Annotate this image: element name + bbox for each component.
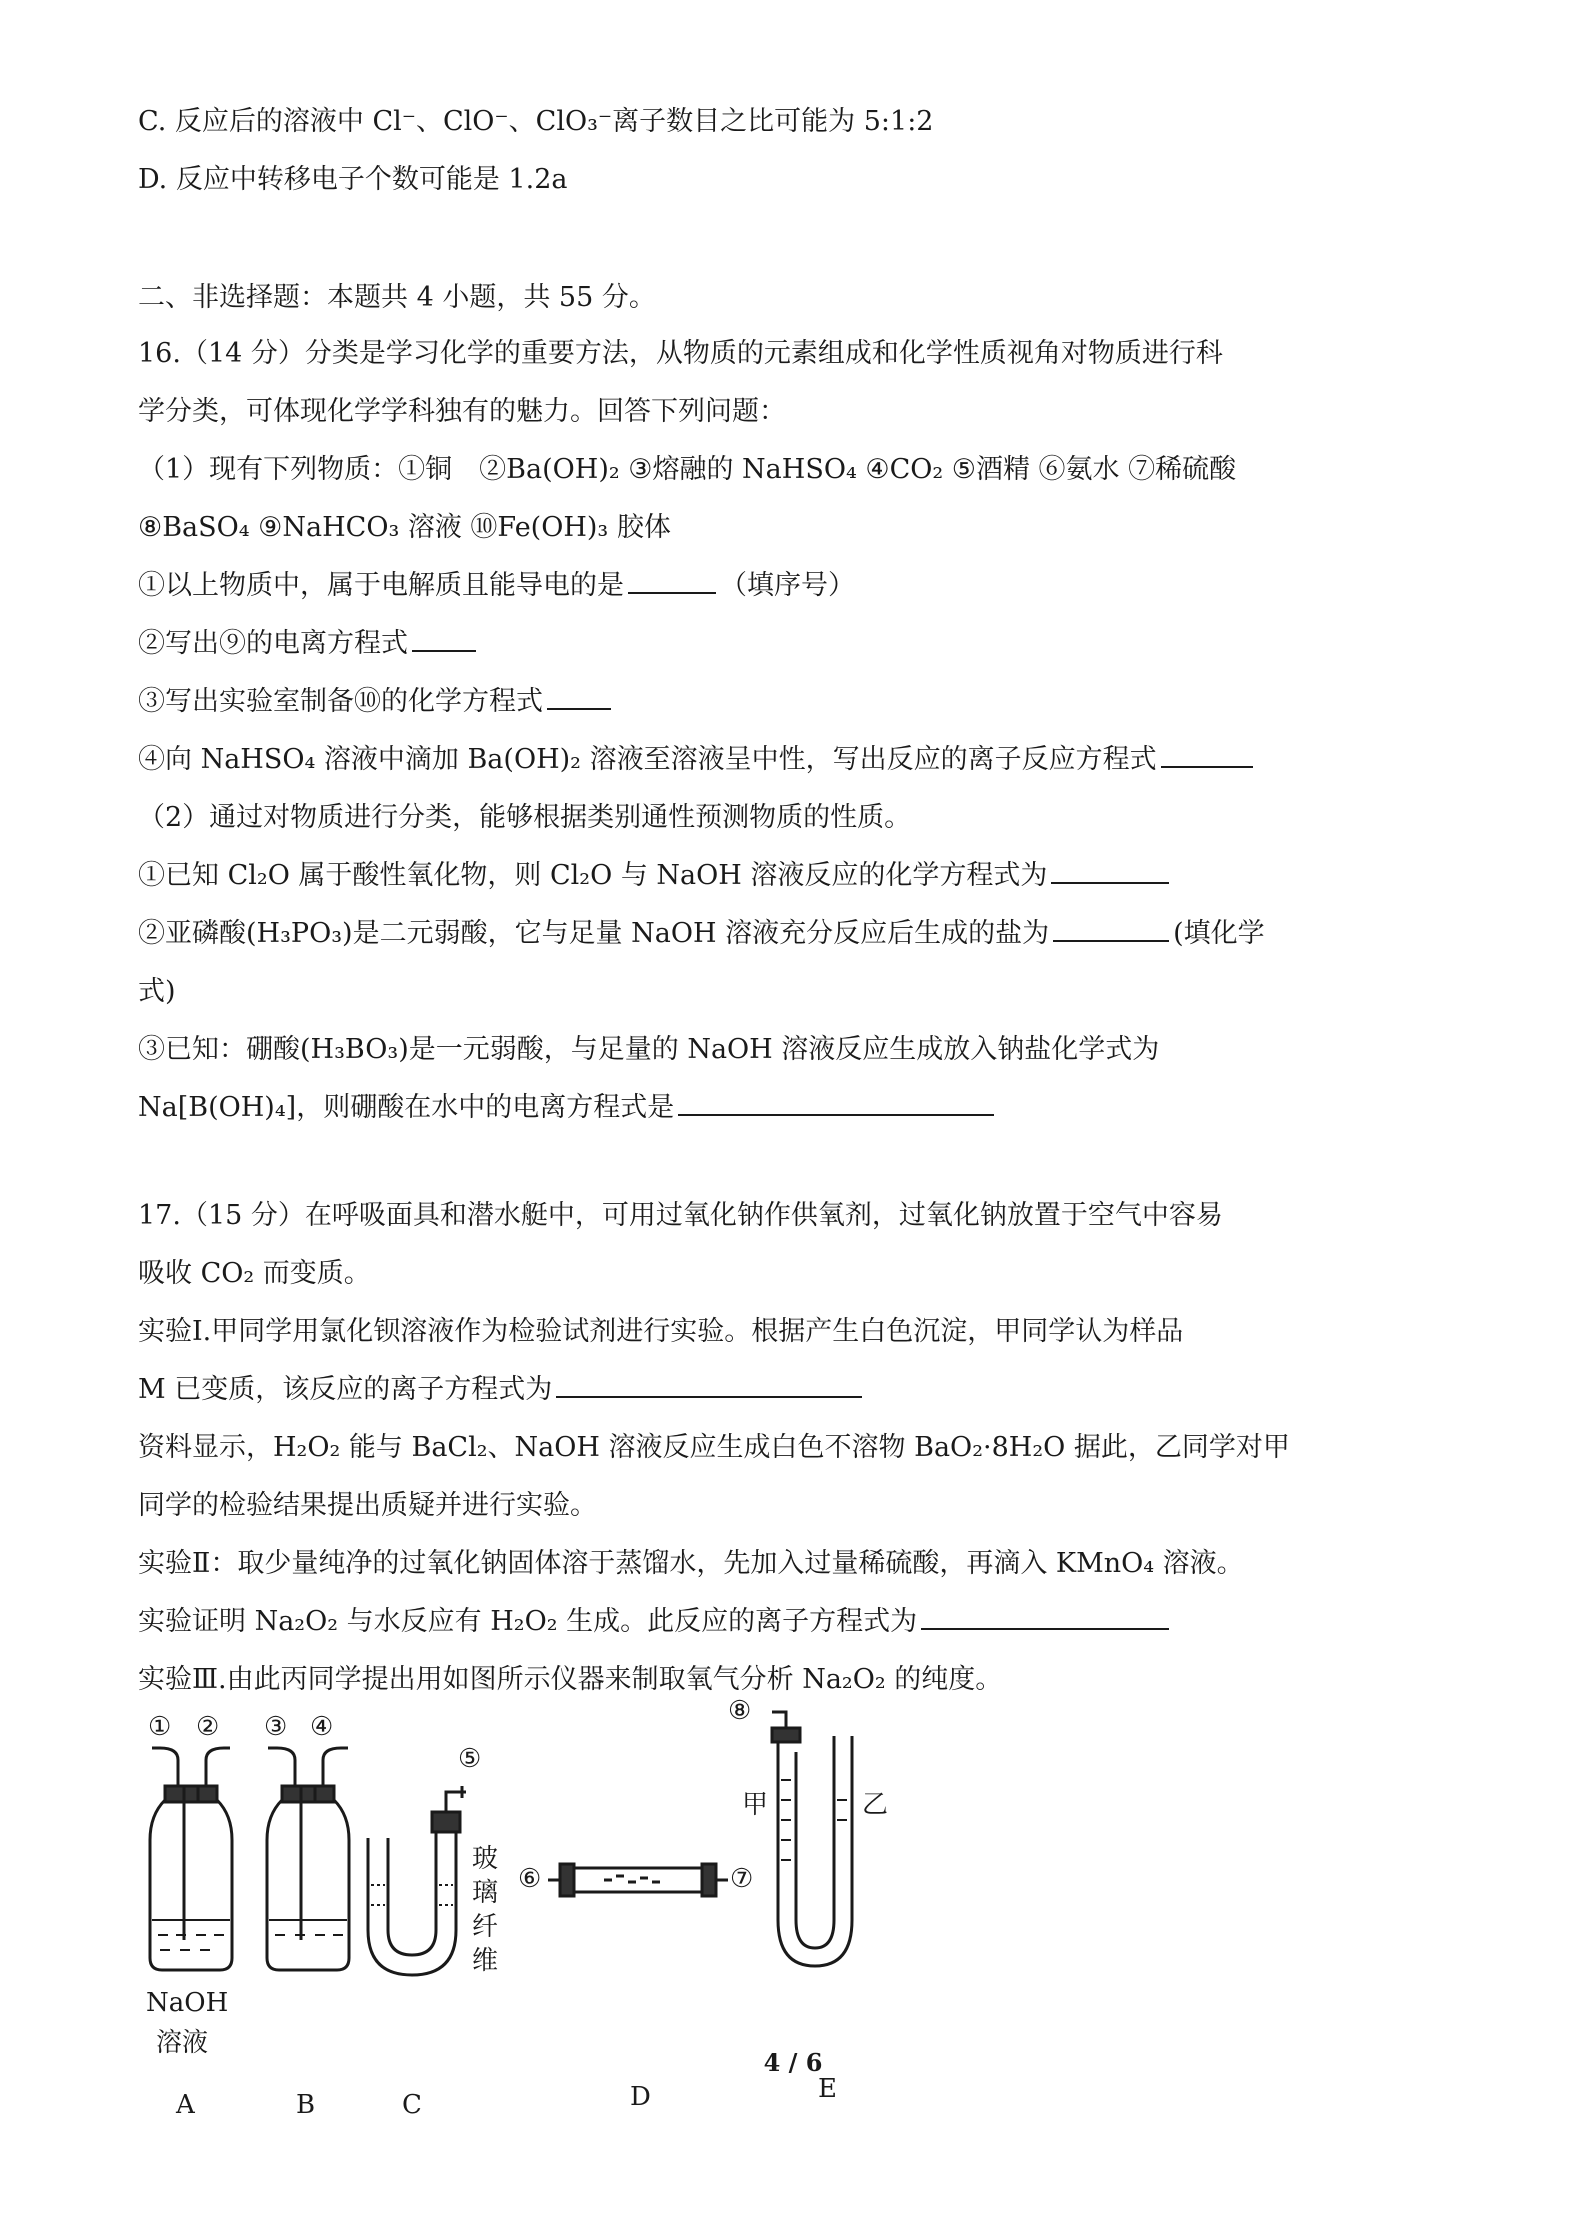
- port-label-8: ⑧: [728, 1696, 752, 1726]
- option-d: D. 反应中转移电子个数可能是 1.2a: [138, 164, 568, 195]
- burette-label-yi: 乙: [862, 1790, 889, 1820]
- q17-exp3: 实验Ⅲ.由此丙同学提出用如图所示仪器来制取氧气分析 Na₂O₂ 的纯度。: [138, 1664, 1003, 1695]
- option-c: C. 反应后的溶液中 Cl⁻、ClO⁻、ClO₃⁻离子数目之比可能为 5:1:2: [138, 106, 934, 137]
- glass-fiber-char-1: 玻: [472, 1844, 499, 1874]
- port-label-5: ⑤: [458, 1744, 482, 1774]
- q16-part2-sub3-cont: Na[B(OH)₄]，则硼酸在水中的电离方程式是: [138, 1090, 998, 1126]
- q16-substances-1: （1）现有下列物质：①铜 ②Ba(OH)₂ ③熔融的 NaHSO₄ ④CO₂ ⑤酒精 ⑥氨水 ⑦稀硫酸: [138, 454, 1237, 485]
- q17-exp1-cont: M 已变质，该反应的离子方程式为: [138, 1372, 866, 1408]
- page-number: 4 / 6: [763, 2048, 823, 2077]
- q16-sub4: ④向 NaHSO₄ 溶液中滴加 Ba(OH)₂ 溶液至溶液呈中性，写出反应的离子反应方程式: [138, 742, 1257, 778]
- reagent-label-naoh: NaOH: [146, 1988, 229, 2018]
- apparatus-letter-d: D: [630, 2082, 651, 2112]
- q16-substances-2: ⑧BaSO₄ ⑨NaHCO₃ 溶液 ⑩Fe(OH)₃ 胶体: [138, 512, 671, 543]
- port-label-4: ④: [310, 1712, 334, 1742]
- q16-part2-sub3: ③已知：硼酸(H₃BO₃)是一元弱酸，与足量的 NaOH 溶液反应生成放入钠盐化学式为: [138, 1034, 1160, 1065]
- u-tube-c: [368, 1786, 466, 1975]
- reagent-label-solution: 溶液: [156, 2028, 209, 2058]
- q17-info-2: 同学的检验结果提出质疑并进行实验。: [138, 1490, 597, 1521]
- port-label-3: ③: [264, 1712, 288, 1742]
- wash-bottle-a: [150, 1748, 232, 1970]
- apparatus-letter-e: E: [818, 2074, 837, 2104]
- port-label-1: ①: [148, 1712, 172, 1742]
- q16-intro-1: 16.（14 分）分类是学习化学的重要方法，从物质的元素组成和化学性质视角对物质进行科: [138, 338, 1223, 369]
- gas-burette-e: [772, 1712, 852, 1966]
- q16-part2-sub2: ②亚磷酸(H₃PO₃)是二元弱酸，它与足量 NaOH 溶液充分反应后生成的盐为 (填化学: [138, 918, 1265, 949]
- q16-part2: （2）通过对物质进行分类，能够根据类别通性预测物质的性质。: [138, 802, 912, 833]
- q16-part2-sub1: ①已知 Cl₂O 属于酸性氧化物，则 Cl₂O 与 NaOH 溶液反应的化学方程式为: [138, 858, 1173, 894]
- apparatus-letter-b: B: [296, 2090, 316, 2120]
- q17-exp1: 实验Ⅰ.甲同学用氯化钡溶液作为检验试剂进行实验。根据产生白色沉淀，甲同学认为样品: [138, 1316, 1184, 1347]
- glass-fiber-char-4: 维: [472, 1946, 499, 1976]
- q17-info-1: 资料显示，H₂O₂ 能与 BaCl₂、NaOH 溶液反应生成白色不溶物 BaO₂·8H₂O 据此，乙同学对甲: [138, 1432, 1290, 1463]
- q17-intro-1: 17.（15 分）在呼吸面具和潜水艇中，可用过氧化钠作供氧剂，过氧化钠放置于空气中容易: [138, 1200, 1223, 1231]
- q16-part2-sub2-cont: 式): [138, 976, 176, 1007]
- q17-exp2: 实验Ⅱ：取少量纯净的过氧化钠固体溶于蒸馏水，先加入过量稀硫酸，再滴入 KMnO₄ 溶液。: [138, 1548, 1244, 1579]
- burette-label-jia: 甲: [742, 1790, 769, 1820]
- q17-intro-2: 吸收 CO₂ 而变质。: [138, 1258, 371, 1289]
- q16-sub2: ②写出⑨的电离方程式: [138, 626, 480, 662]
- section-heading: 二、非选择题：本题共 4 小题，共 55 分。: [138, 282, 656, 313]
- apparatus-letter-a: A: [176, 2090, 195, 2120]
- q16-sub1: ①以上物质中，属于电解质且能导电的是 （填序号）: [138, 570, 855, 601]
- port-label-7: ⑦: [730, 1864, 754, 1894]
- combustion-tube-d: [548, 1864, 728, 1896]
- wash-bottle-b: [267, 1748, 349, 1970]
- glass-fiber-char-3: 纤: [472, 1912, 499, 1942]
- glass-fiber-char-2: 璃: [472, 1878, 499, 1908]
- q16-intro-2: 学分类，可体现化学学科独有的魅力。回答下列问题：: [138, 396, 786, 427]
- q16-sub3: ③写出实验室制备⑩的化学方程式: [138, 684, 615, 720]
- port-label-2: ②: [196, 1712, 220, 1742]
- port-label-6: ⑥: [518, 1864, 542, 1894]
- q17-exp2-cont: 实验证明 Na₂O₂ 与水反应有 H₂O₂ 生成。此反应的离子方程式为: [138, 1604, 1173, 1640]
- apparatus-letter-c: C: [402, 2090, 422, 2120]
